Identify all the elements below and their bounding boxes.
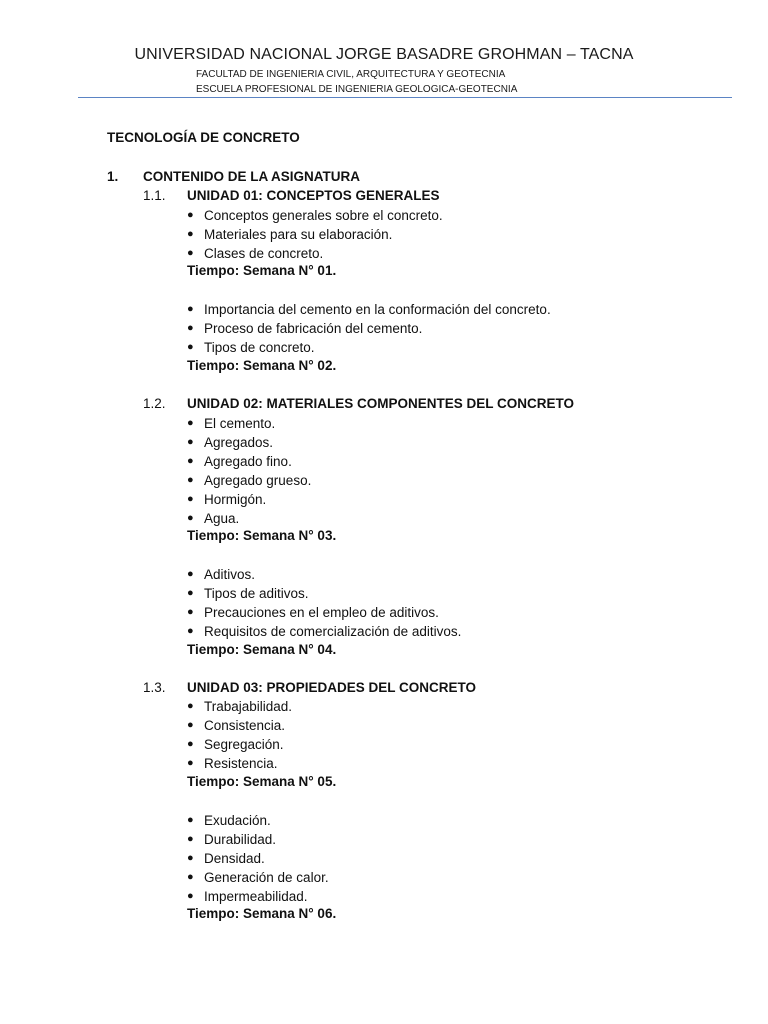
- unit-number: 1.1.: [143, 188, 166, 203]
- tiempo-label: Tiempo: Semana N° 02.: [187, 358, 337, 373]
- unit-title: UNIDAD 02: MATERIALES COMPONENTES DEL CONCRETO: [187, 396, 575, 411]
- bullet-icon: ●: [187, 512, 194, 524]
- unit-title: UNIDAD 03: PROPIEDADES DEL CONCRETO: [187, 680, 477, 695]
- unit-title: UNIDAD 01: CONCEPTOS GENERALES: [187, 188, 440, 203]
- bullet-icon: ●: [187, 209, 194, 221]
- tiempo-label: Tiempo: Semana N° 05.: [187, 774, 337, 789]
- school-name: ESCUELA PROFESIONAL DE INGENIERIA GEOLOGICA-GEOTECNIA: [196, 84, 518, 95]
- university-name: UNIVERSIDAD NACIONAL JORGE BASADRE GROHMAN – TACNA: [134, 46, 634, 63]
- tiempo-label: Tiempo: Semana N° 03.: [187, 528, 337, 543]
- bullet-icon: ●: [187, 814, 194, 826]
- bullet-icon: ●: [187, 341, 194, 353]
- tiempo-label: Tiempo: Semana N° 06.: [187, 906, 337, 921]
- bullet-icon: ●: [187, 871, 194, 883]
- bullet-icon: ●: [187, 833, 194, 845]
- bullet-icon: ●: [187, 568, 194, 580]
- bullet-icon: ●: [187, 247, 194, 259]
- bullet-icon: ●: [187, 322, 194, 334]
- bullet-icon: ●: [187, 436, 194, 448]
- bullet-icon: ●: [187, 587, 194, 599]
- bullet-icon: ●: [187, 852, 194, 864]
- bullet-icon: ●: [187, 455, 194, 467]
- unit-number: 1.2.: [143, 396, 166, 411]
- section-label: CONTENIDO DE LA ASIGNATURA: [143, 169, 360, 184]
- bullet-icon: ●: [187, 474, 194, 486]
- bullet-icon: ●: [187, 757, 194, 769]
- document-page: UNIVERSIDAD NACIONAL JORGE BASADRE GROHMAN – TACNA FACULTAD DE INGENIERIA CIVIL, ARQUITECTURA Y GEOTECNIA ESCUELA PROFESIONAL DE INGENIERIA GEOLOGICA-GEOTECNIA TECNOLOGÍA DE CONCRETO 1. CONTENIDO DE LA ASIGNATURA 1.1. UNIDAD 01: CONCEPTOS GENERALES ● Conceptos generales sobre el concreto. ● Materiales para su elaboración. ● Clases de concreto. Tiempo: Semana N° 01. ● Importancia del cemento en la conformación del concreto. ● Proceso de fabricación del cemento. ● Tipos de concreto. Tiempo: Semana N° 02. 1.2. UNIDAD 02: MATERIALES COMPONENTES DEL CONCRETO ● El cemento. ● Agregados. ● Agregado fino. ● Agregado grueso. ● Hormigón. ● Agua. Tiempo: Semana N° 03. ● Aditivos. ● Tipos de aditivos. ● Precauciones en el empleo de aditivos. ● Requisitos de comercialización de aditivos. Tiempo: Semana N° 04. 1.3. UNIDAD 03: PROPIEDADES DEL CONCRETO ● Trabajabilidad. ● Consistencia. ● Segregación. ● Resistencia. Tiempo: Semana N° 05. ● Exudación. ● Durabilidad. ● Densidad. ● Generación de calor. ● Impermeabilidad. Tiempo: Semana N° 06.: [0, 0, 768, 1024]
- bullet-icon: ●: [187, 303, 194, 315]
- bullet-icon: ●: [187, 890, 194, 902]
- bullet-icon: ●: [187, 625, 194, 637]
- unit-number: 1.3.: [143, 680, 166, 695]
- bullet-icon: ●: [187, 738, 194, 750]
- bullet-icon: ●: [187, 606, 194, 618]
- section-number: 1.: [107, 169, 119, 184]
- header-divider: [78, 97, 732, 98]
- faculty-name: FACULTAD DE INGENIERIA CIVIL, ARQUITECTURA Y GEOTECNIA: [196, 69, 506, 80]
- document-title: TECNOLOGÍA DE CONCRETO: [107, 130, 300, 145]
- bullet-icon: ●: [187, 700, 194, 712]
- section-heading: [0, 169, 768, 189]
- bullet-icon: ●: [187, 417, 194, 429]
- tiempo-label: Tiempo: Semana N° 04.: [187, 642, 337, 657]
- bullet-icon: ●: [187, 493, 194, 505]
- tiempo-label: Tiempo: Semana N° 01.: [187, 263, 337, 278]
- bullet-icon: ●: [187, 228, 194, 240]
- bullet-icon: ●: [187, 719, 194, 731]
